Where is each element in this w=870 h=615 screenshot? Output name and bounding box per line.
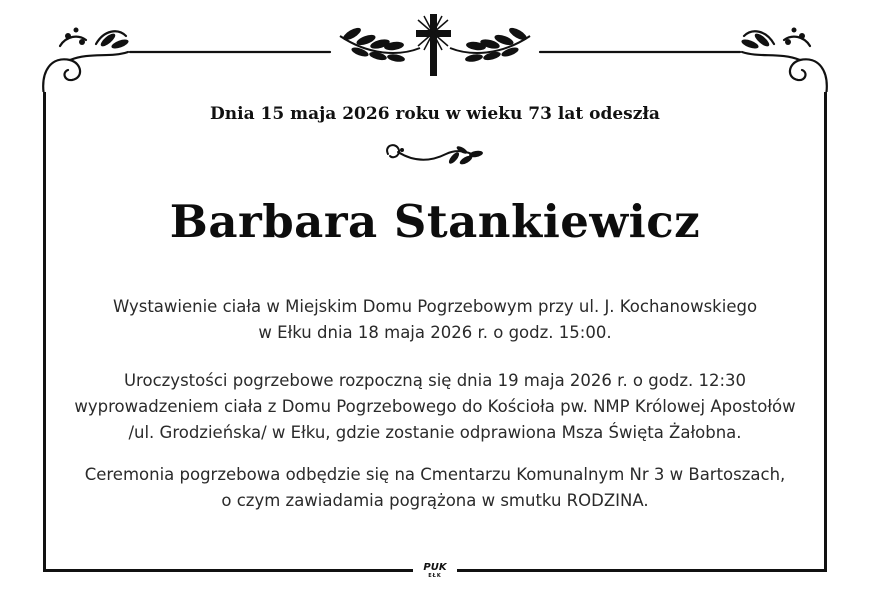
- paragraph-line: Ceremonia pogrzebowa odbędzie się na Cmentarzu Komunalnym Nr 3 w Bartoszach,: [84, 465, 786, 484]
- paragraph-ceremony: [50, 368, 820, 446]
- leaf-divider-icon: [380, 140, 490, 174]
- right-swirl-flourish-icon: [742, 31, 827, 92]
- cross-with-rays-icon: [416, 14, 451, 76]
- frame-bottom-border-right: [457, 569, 827, 572]
- top-ornament: [0, 0, 870, 92]
- paragraph-line: /ul. Grodzieńska/ w Ełku, gdzie zostanie odprawiona Msza Święta Żałobna.: [128, 423, 742, 442]
- frame-bottom-border-left: [43, 569, 413, 572]
- paragraph-line: Wystawienie ciała w Miejskim Domu Pogrzebowym przy ul. J. Kochanowskiego: [112, 297, 758, 316]
- logo-main-text: PUK: [423, 562, 447, 573]
- paragraph-line: w Ełku dnia 18 maja 2026 r. o godz. 15:00.: [258, 323, 612, 342]
- paragraph-burial: [50, 462, 820, 514]
- logo-sub-text: EŁK: [428, 573, 442, 579]
- frame-left-border: [43, 92, 46, 572]
- deceased-name: Barbara Stankiewicz: [169, 195, 701, 248]
- puk-logo: [415, 562, 455, 582]
- paragraph-line: Uroczystości pogrzebowe rozpoczną się dnia 19 maja 2026 r. o godz. 12:30: [123, 371, 747, 390]
- paragraph-viewing: [50, 294, 820, 346]
- frame-right-border: [824, 92, 827, 572]
- paragraph-line: wyprowadzeniem ciała z Domu Pogrzebowego do Kościoła pw. NMP Królowej Apostołów: [74, 397, 796, 416]
- paragraph-line: o czym zawiadamia pogrążona w smutku RODZINA.: [221, 491, 649, 510]
- intro-line: Dnia 15 maja 2026 roku w wieku 73 lat odeszła: [210, 104, 660, 124]
- left-swirl-flourish-icon: [43, 31, 128, 92]
